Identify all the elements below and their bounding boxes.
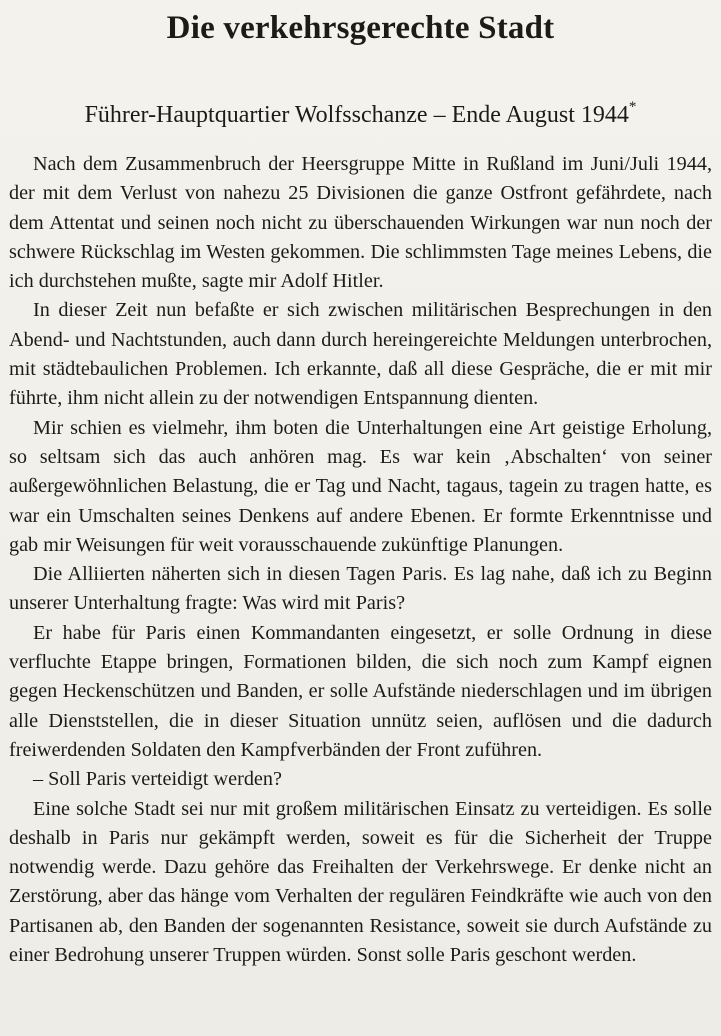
- chapter-title: Die verkehrsgerechte Stadt: [166, 10, 555, 46]
- footnote-mark: *: [628, 99, 637, 115]
- paragraph-6: – Soll Paris verteidigt werden?: [33, 768, 282, 791]
- section-subtitle: [0, 94, 721, 130]
- paragraph-2: In dieser Zeit nun befaßte er sich zwischen militärischen Besprechungen in den Abend- und Nachtstunden, auch dann durch hereingereichte Meldungen unterbrochen, mit städtebaulichen Problemen. Ich erkannte, daß all diese Gespräche, die er mit mir führte, ihm nicht allein zu der notwendigen Entspannung dienten.: [9, 299, 712, 410]
- paragraph-7: Eine solche Stadt sei nur mit großem militärischen Einsatz zu verteidigen. Es solle deshalb in Paris nur gekämpft werden, soweit es für die Sicherheit der Truppe notwendig werde. Dazu gehöre das Freihalten der Verkehrswege. Er denke nicht an Zerstörung, aber das hänge vom Verhalten der regulären Feindkräfte wie auch von den Partisanen ab, den Banden der sogenannten Resistance, soweit sie durch Aufstände zu einer Bedrohung unserer Truppen würden. Sonst solle Paris geschont werden.: [9, 797, 712, 967]
- body-text: [9, 150, 712, 970]
- paragraph-1: Nach dem Zusammenbruch der Heersgruppe Mitte in Rußland im Juni/Juli 1944, der mit dem Verlust von nahezu 25 Divisionen die ganze Ostfront gefährdete, nach dem Attentat und seinen noch nicht zu überschauenden Wirkungen war nun noch der schwere Rückschlag im Westen gekommen. Die schlimmsten Tage meines Lebens, die ich durchstehen mußte, sagte mir Adolf Hitler.: [9, 153, 712, 293]
- section-subtitle-text: Führer-Hauptquartier Wolfsschanze – Ende August 1944: [84, 102, 629, 128]
- paragraph-3: Mir schien es vielmehr, ihm boten die Unterhaltungen eine Art geistige Erholung, so seltsam sich das auch anhören mag. Es war kein ‚Abschalten‘ von seiner außergewöhnlichen Belastung, die er Tag und Nacht, tagaus, tagein zu tragen hatte, es war ein Umschalten seines Denkens auf andere Ebenen. Er formte Erkenntnisse und gab mir Weisungen für weit vorausschauende zukünftige Planungen.: [9, 416, 712, 556]
- paragraph-4: Die Alliierten näherten sich in diesen Tagen Paris. Es lag nahe, daß ich zu Beginn unserer Unterhaltung fragte: Was wird mit Paris?: [9, 563, 712, 615]
- paragraph-5: Er habe für Paris einen Kommandanten eingesetzt, er solle Ordnung in diese verfluchte Etappe bringen, Formationen bilden, die sich noch zum Kampf eignen gegen Heckenschützen und Banden, er solle Aufstände niederschlagen und im übrigen alle Dienststellen, die in dieser Situation unnütz seien, auflösen und die dadurch freiwerdenden Soldaten den Kampfverbänden der Front zuführen.: [9, 621, 712, 761]
